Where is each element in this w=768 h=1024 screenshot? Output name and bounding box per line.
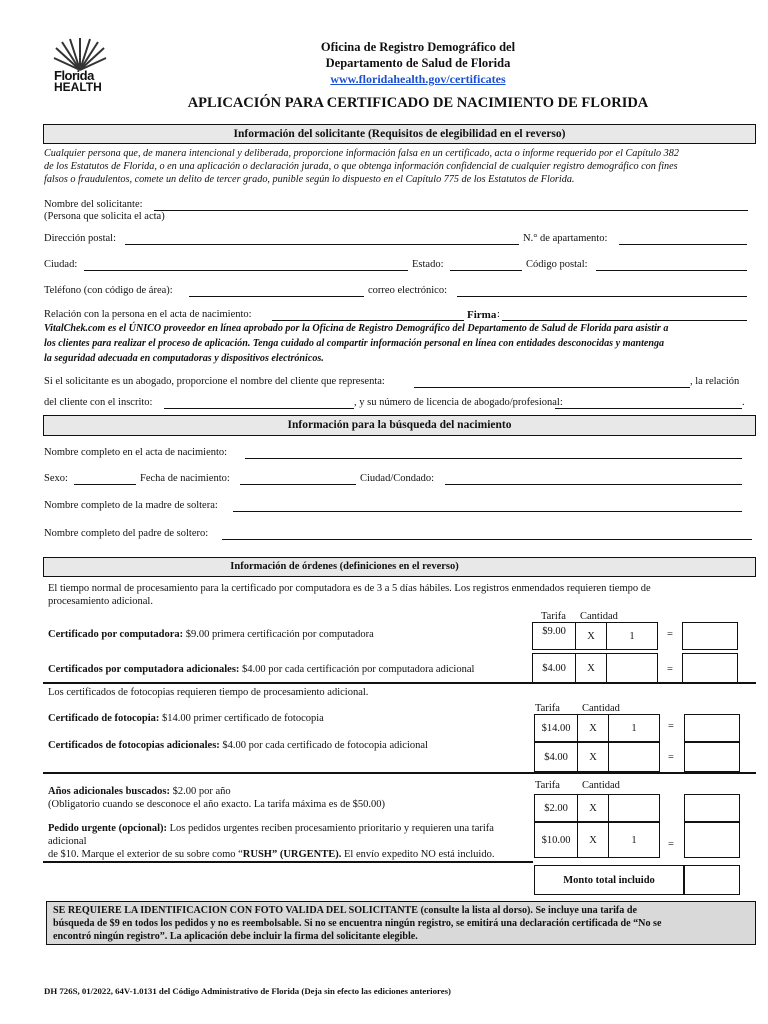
rush-line-3 (48, 849, 494, 860)
dob-label: Fecha de nacimiento: (140, 473, 230, 484)
zip-label: Código postal: (526, 259, 588, 270)
mother-name-field[interactable] (233, 511, 742, 512)
rush-text-3b: RUSH” (URGENTE). (242, 849, 342, 860)
signature-field[interactable] (502, 320, 747, 321)
attorney-client-field[interactable] (414, 387, 690, 388)
fee-header-1: Tarifa (541, 611, 566, 622)
city-county-label: Ciudad/Condado: (360, 473, 435, 484)
id-notice-line-2: búsqueda de $9 en todos los pedidos y no es reembolsable. Si no se encuentra ningún registro, se emitirá una declaración certificada de “No se (53, 918, 662, 929)
relation-label: Relación con la persona en el acta de nacimiento: (44, 309, 252, 320)
phone-field[interactable] (189, 296, 364, 297)
years-fee: $2.00 (534, 794, 578, 822)
applicant-name-sublabel: (Persona que solicita el acta) (44, 211, 165, 222)
photocopy-bold: Certificado de fotocopia: (48, 713, 160, 724)
rush-text-2: adicional (48, 836, 87, 847)
qty-header-1: Cantidad (580, 611, 618, 622)
address-label: Dirección postal: (44, 233, 117, 244)
x-sign-2: X (576, 653, 606, 683)
computer-cert-bold: Certificado por computadora: (48, 629, 184, 640)
rush-total[interactable] (684, 822, 740, 858)
rush-text-3c: El envío expedito NO está incluido. (341, 849, 495, 860)
fee-header-2: Tarifa (535, 703, 560, 714)
sex-field[interactable] (74, 484, 136, 485)
photocopy-total[interactable] (684, 714, 740, 742)
vitalchek-line-1: VitalChek.com es el ÚNICO proveedor en línea aprobado por la Oficina de Registro Demográfico del Departamento de Salud de Florida para asistir a (44, 323, 669, 334)
attorney-license-field[interactable] (555, 408, 742, 409)
years-text: $2.00 por año (169, 786, 231, 797)
photocopy-add-bold: Certificados de fotocopias adicionales: (48, 740, 220, 751)
dob-field[interactable] (240, 484, 356, 485)
warning-line-3: falsos o fraudulentos, comete un delito de tercer grado, punible según lo dispuesto en el Capítulo 775 de los Estatutos de Florida. (44, 174, 575, 185)
certificates-link[interactable]: www.floridahealth.gov/certificates (330, 72, 506, 86)
vitalchek-line-3: la seguridad adecuada en computadoras y dispositivos electrónicos. (44, 353, 324, 364)
birth-fullname-label: Nombre completo en el acta de nacimiento: (44, 447, 228, 458)
total-label: Monto total incluido (534, 865, 684, 895)
email-field[interactable] (457, 296, 747, 297)
eq-sign-2: = (667, 664, 673, 675)
attorney-label-2b: , y su número de licencia de abogado/profesional: (354, 397, 563, 408)
form-footer: DH 726S, 01/2022, 64V-1.0131 del Código Administrativo de Florida (Deja sin efecto las ediciones anteriores) (44, 986, 451, 996)
attorney-relation-field[interactable] (164, 408, 354, 409)
computer-cert-text: $9.00 primera certificación por computadora (183, 629, 374, 640)
years-qty[interactable] (608, 794, 660, 822)
eq-sign-1: = (667, 629, 673, 640)
years-total[interactable] (684, 794, 740, 822)
sex-label: Sexo: (44, 473, 68, 484)
attorney-label-1: Si el solicitante es un abogado, proporcione el nombre del cliente que representa: (44, 376, 385, 387)
computer-add-text: $4.00 por cada certificación por computadora adicional (239, 664, 475, 675)
birth-section-header: Información para la búsqueda del nacimiento (43, 415, 756, 436)
orders-section-header: Información de órdenes (definiciones en el reverso) (43, 557, 756, 577)
state-label: Estado: (412, 259, 444, 270)
rush-bold: Pedido urgente (opcional): (48, 823, 167, 834)
office-line-2: Departamento de Salud de Florida (325, 56, 511, 70)
photocopy-note: Los certificados de fotocopias requieren tiempo de procesamiento adicional. (48, 687, 369, 698)
warning-line-2: de los Estatutos de Florida, o en una aplicación o declaración jurada, o que obtenga información confidencial de cualquier registro demográfico con fines (44, 161, 678, 172)
computer-cert-total[interactable] (682, 622, 738, 650)
divider-1 (43, 682, 756, 684)
eq-sign-4: = (668, 752, 674, 763)
page-title: APLICACIÓN PARA CERTIFICADO DE NACIMIENTO DE FLORIDA (187, 95, 649, 111)
city-field[interactable] (84, 270, 408, 271)
signature-colon: : (497, 309, 500, 320)
city-label: Ciudad: (44, 259, 78, 270)
computer-add-qty[interactable] (606, 653, 658, 683)
computer-cert-qty[interactable]: 1 (606, 622, 658, 650)
father-name-label: Nombre completo del padre de soltero: (44, 528, 209, 539)
eq-sign-6: = (668, 839, 674, 850)
computer-add-label (48, 664, 474, 675)
apt-label: N.° de apartamento: (523, 233, 608, 244)
photocopy-add-total[interactable] (684, 742, 740, 772)
logo-health-text: HEALTH (54, 80, 102, 94)
years-label (48, 786, 231, 797)
x-sign-3: X (578, 714, 608, 742)
father-name-field[interactable] (222, 539, 752, 540)
attorney-label-2: del cliente con el inscrito: (44, 397, 153, 408)
apt-field[interactable] (619, 244, 747, 245)
email-label: correo electrónico: (368, 285, 447, 296)
computer-add-total[interactable] (682, 653, 738, 683)
office-line-1: Oficina de Registro Demográfico del (320, 40, 516, 54)
applicant-name-field[interactable] (154, 210, 748, 211)
photocopy-label (48, 713, 324, 724)
rush-text-3a: de $10. Marque el exterior de su sobre como “ (48, 849, 243, 860)
rush-qty[interactable]: 1 (608, 822, 660, 858)
logo-florida-text: Florida (54, 68, 94, 83)
id-notice-line-1: SE REQUIERE LA IDENTIFICACION CON FOTO VALIDA DEL SOLICITANTE (consulte la lista al dorso). Se incluye una tarifa de (53, 905, 637, 916)
qty-header-3: Cantidad (582, 780, 620, 791)
photocopy-fee: $14.00 (534, 714, 578, 742)
photocopy-add-text: $4.00 por cada certificado de fotocopia adicional (219, 740, 428, 751)
total-amount[interactable] (684, 865, 740, 895)
address-field[interactable] (125, 244, 519, 245)
eq-sign-3: = (668, 721, 674, 732)
birth-fullname-field[interactable] (245, 458, 742, 459)
id-notice-line-3: encontró ningún registro”. La aplicación debe incluir la firma del solicitante elegible. (53, 931, 418, 942)
applicant-name-label: Nombre del solicitante: (44, 199, 143, 210)
computer-cert-fee: $9.00 (532, 622, 576, 650)
signature-label: Firma (467, 309, 497, 321)
years-note: (Obligatorio cuando se desconoce el año exacto. La tarifa máxima es de $50.00) (48, 799, 386, 810)
photocopy-add-label (48, 740, 428, 751)
warning-line-1: Cualquier persona que, de manera intencional y deliberada, proporcione información falsa en un certificado, acta o informe requerido por el Capítulo 382 (44, 148, 679, 159)
photocopy-add-qty[interactable] (608, 742, 660, 772)
x-sign-4: X (578, 742, 608, 772)
rush-text-1: Los pedidos urgentes reciben procesamiento prioritario y requieren una tarifa (167, 823, 494, 834)
vitalchek-line-2: los clientes para realizar el proceso de aplicación. Tenga cuidado al compartir información personal en línea con entidades desconocidas y mantenga (44, 338, 665, 349)
processing-line-2: procesamiento adicional. (48, 596, 153, 607)
computer-cert-label (48, 629, 374, 640)
zip-field[interactable] (596, 270, 747, 271)
relation-field[interactable] (272, 320, 464, 321)
applicant-section-header: Información del solicitante (Requisitos de elegibilidad en el reverso) (43, 124, 756, 144)
photocopy-qty[interactable]: 1 (608, 714, 660, 742)
attorney-label-2c: . (742, 397, 745, 408)
years-bold: Años adicionales buscados: (48, 786, 170, 797)
processing-line-1: El tiempo normal de procesamiento para la certificado por computadora es de 3 a 5 días hábiles. Los registros enmendados requieren tiempo de (48, 583, 651, 594)
x-sign-1: X (576, 622, 606, 650)
fee-header-3: Tarifa (535, 780, 560, 791)
rush-fee: $10.00 (534, 822, 578, 858)
phone-label: Teléfono (con código de área): (44, 285, 173, 296)
rush-label (48, 823, 494, 834)
state-field[interactable] (450, 270, 522, 271)
photocopy-add-fee: $4.00 (534, 742, 578, 772)
x-sign-6: X (578, 822, 608, 858)
attorney-label-1b: , la relación (690, 376, 740, 387)
computer-add-fee: $4.00 (532, 653, 576, 683)
mother-name-label: Nombre completo de la madre de soltera: (44, 500, 218, 511)
qty-header-2: Cantidad (582, 703, 620, 714)
x-sign-5: X (578, 794, 608, 822)
divider-3 (43, 861, 533, 863)
city-county-field[interactable] (445, 484, 742, 485)
photocopy-text: $14.00 primer certificado de fotocopia (159, 713, 324, 724)
computer-add-bold: Certificados por computadora adicionales: (48, 664, 240, 675)
id-notice (46, 901, 756, 945)
divider-2 (43, 772, 756, 774)
